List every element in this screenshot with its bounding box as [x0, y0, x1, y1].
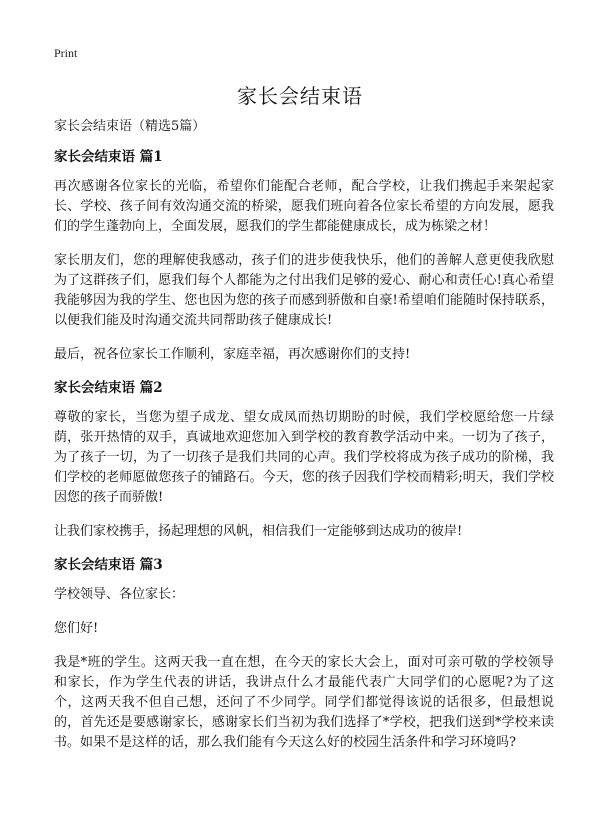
article-body — [54, 117, 554, 767]
section-heading-3: 家长会结束语 篇3 — [54, 557, 163, 573]
page-title: 家长会结束语 — [237, 84, 363, 108]
paragraph: 尊敬的家长，当您为望子成龙、望女成凤而热切期盼的时候，我们学校愿给您一片绿荫，张开热情的双手，真诚地欢迎您加入到学校的教育教学活动中来。一切为了孩子，为了孩子一切，为了一切孩子是我们共同的心声。我们学校将成为孩子成功的阶梯，我们学校的老师愿做您孩子的铺路石。今天，您的孩子因我们学校而精彩;明天，我们学校因您的孩子而骄傲! — [54, 410, 554, 505]
paragraph: 再次感谢各位家长的光临，希望你们能配合老师，配合学校，让我们携起手来架起家长、学校、孩子间有效沟通交流的桥梁，愿我们班向着各位家长希望的方向发展，愿我们的学生蓬勃向上，全面发展，愿我们的学生都能健康成长，成为栋梁之材！ — [54, 179, 554, 234]
paragraph: 让我们家校携手，扬起理想的风帆，相信我们一定能够到达成功的彼岸! — [54, 524, 463, 539]
section-heading-2: 家长会结束语 篇2 — [54, 380, 163, 396]
paragraph: 学校领导、各位家长： — [54, 587, 185, 602]
print-label: Print — [54, 46, 78, 60]
paragraph: 您们好! — [54, 621, 99, 636]
intro-text: 家长会结束语（精选5篇） — [54, 119, 206, 134]
paragraph: 我是*班的学生。这两天我一直在想，在今天的家长大会上，面对可亲可敬的学校领导和家长，作为学生代表的讲话，我讲点什么才最能代表广大同学们的心愿呢?为了这个，这两天我不但自己想，还问了不少同学。同学们都觉得该说的话很多，但最想说的，首先还是要感谢家长，感谢家长们当初为我们选择了*学校，把我们送到*学校来读书。如果不是这样的话，那么我们能有今天这么好的校园生活条件和学习环境吗? — [54, 655, 554, 750]
paragraph: 家长朋友们，您的理解使我感动，孩子们的进步使我快乐，他们的善解人意更使我欣慰为了这群孩子们，愿我们每个人都能为之付出我们足够的爱心、耐心和责任心!真心希望我能够因为我的学生、您也因为您的孩子而感到骄傲和自豪!希望咱们能随时保持联系，以便我们能及时沟通交流共同帮助孩子健康成长! — [54, 253, 554, 328]
paragraph: 最后，祝各位家长工作顺利，家庭幸福，再次感谢你们的支持! — [54, 347, 411, 362]
section-heading-1: 家长会结束语 篇1 — [54, 149, 163, 165]
